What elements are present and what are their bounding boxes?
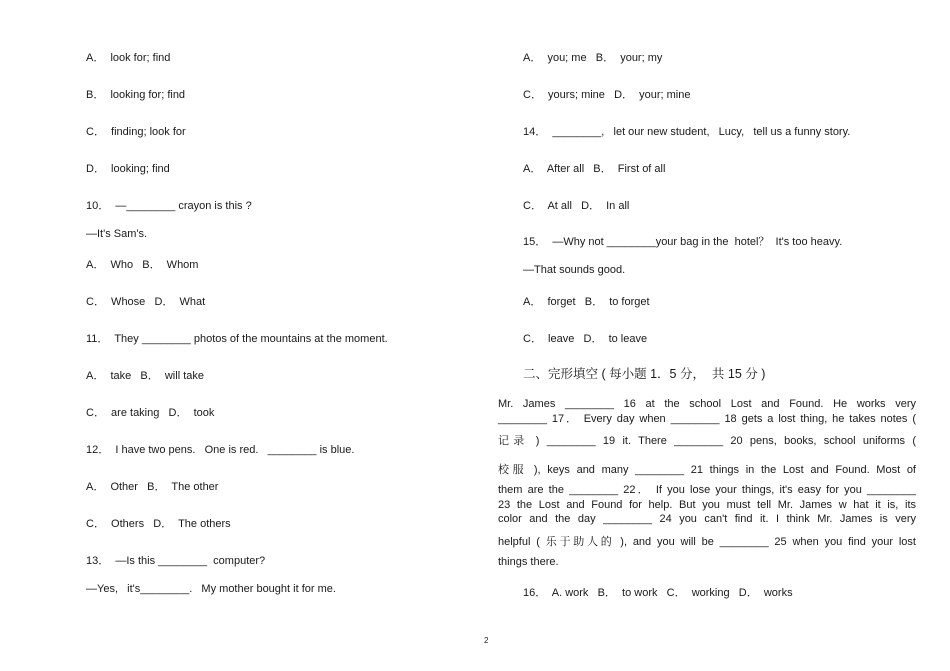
- passage-line: ________ 17． Every day when ________ 18 gets a lost thing, he takes notes (: [498, 413, 916, 425]
- option-line: C． are taking D． took: [86, 407, 215, 419]
- passage-line: 23 the Lost and Found for help. But you must tell Mr. James w hat it is, its: [498, 499, 916, 511]
- passage-line: things there.: [498, 556, 559, 568]
- question-14: 14． ________, let our new student, Lucy, tell us a funny story.: [523, 126, 851, 138]
- option-line: A． Other B． The other: [86, 481, 219, 493]
- passage-line: Mr. James ________ 16 at the school Lost and Found. He works very: [498, 398, 916, 410]
- question-13: 13． —Is this ________ computer?: [86, 555, 266, 567]
- dialogue-answer: —Yes, it's________. My mother bought it for me.: [86, 583, 336, 595]
- question-16: 16． A. work B． to work C． working D． works: [523, 587, 793, 599]
- section-heading: 二、完形填空 ( 每小题 1．5 分， 共 15 分 ): [523, 367, 766, 381]
- passage-line: them are the ________ 22． If you lose your things, it's easy for you ________: [498, 484, 916, 496]
- question-10: 10． —________ crayon is this ?: [86, 200, 252, 212]
- dialogue-answer: —That sounds good.: [523, 264, 626, 276]
- passage-line: helpful ( 乐于助人的 ), and you will be ________ 25 when you find your lost: [498, 536, 916, 548]
- option-line: D． looking; find: [86, 163, 170, 175]
- question-11: 11． They ________ photos of the mountains at the moment.: [86, 333, 388, 345]
- option-line: B． looking for; find: [86, 89, 186, 101]
- option-line: A． Who B． Whom: [86, 259, 199, 271]
- option-line: A． After all B． First of all: [523, 163, 666, 175]
- question-15: 15． —Why not ________your bag in the hotel？ It's too heavy.: [523, 236, 843, 248]
- dialogue-answer: —It's Sam's.: [86, 228, 148, 240]
- option-line: A． take B． will take: [86, 370, 204, 382]
- option-line: C． leave D． to leave: [523, 333, 648, 345]
- option-line: A． forget B． to forget: [523, 296, 650, 308]
- option-line: C． Others D． The others: [86, 518, 231, 530]
- option-line: A． you; me B． your; my: [523, 52, 663, 64]
- option-line: C． Whose D． What: [86, 296, 206, 308]
- question-12: 12． I have two pens. One is red. ________ is blue.: [86, 444, 355, 456]
- option-line: C． At all D． In all: [523, 200, 630, 212]
- passage-line: color and the day ________ 24 you can't find it. I think Mr. James is very: [498, 513, 916, 525]
- passage-line: 记录 ) ________ 19 it. There ________ 20 pens, books, school uniforms (: [498, 435, 916, 447]
- option-line: C． yours; mine D． your; mine: [523, 89, 691, 101]
- page-number: 2: [484, 636, 489, 645]
- option-line: C． finding; look for: [86, 126, 186, 138]
- option-line: A． look for; find: [86, 52, 171, 64]
- passage-line: 校服 ), keys and many ________ 21 things in the Lost and Found. Most of: [498, 464, 916, 476]
